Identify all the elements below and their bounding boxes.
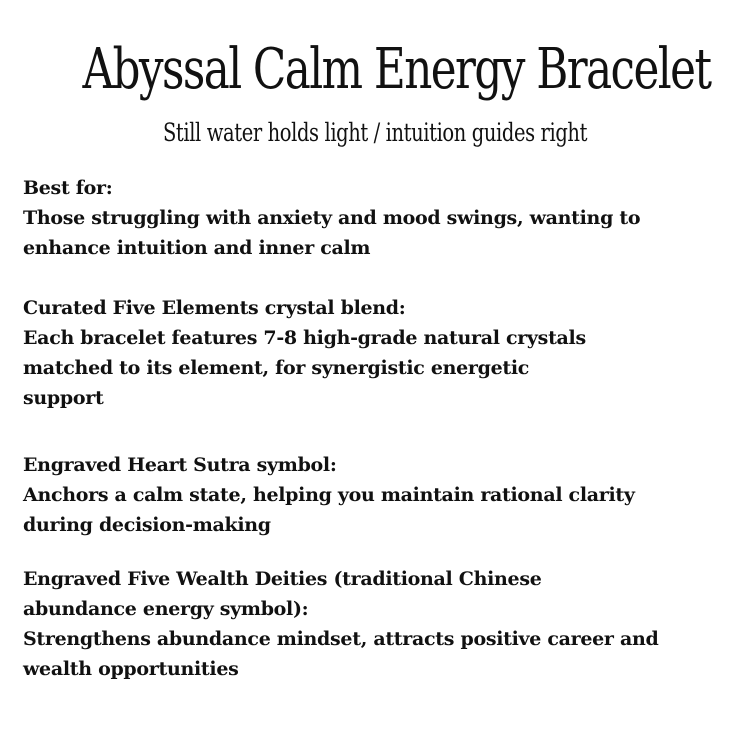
section-heading: Engraved Heart Sutra symbol: xyxy=(23,454,337,476)
section-best-for xyxy=(23,173,733,263)
section-crystal-blend xyxy=(23,293,733,413)
section-heading: Engraved Five Wealth Deities (traditional Chinese xyxy=(23,568,542,590)
page-title: Abyssal Calm Energy Bracelet xyxy=(82,37,711,102)
section-text-line: during decision-making xyxy=(23,514,271,536)
section-wealth-deities xyxy=(23,564,733,684)
section-text-line: Anchors a calm state, helping you maintain rational clarity xyxy=(23,484,635,506)
section-text-line: enhance intuition and inner calm xyxy=(23,237,371,259)
section-text-line: Those struggling with anxiety and mood swings, wanting to xyxy=(23,207,641,229)
section-heading: Curated Five Elements crystal blend: xyxy=(23,297,406,319)
section-text-line: wealth opportunities xyxy=(23,658,239,680)
section-heart-sutra xyxy=(23,450,733,540)
page-subtitle: Still water holds light / intuition guides right xyxy=(162,118,588,147)
section-text-line: matched to its element, for synergistic energetic xyxy=(23,357,530,379)
section-text-line: Strengthens abundance mindset, attracts positive career and xyxy=(23,628,659,650)
section-heading: Best for: xyxy=(23,177,113,199)
section-text-line: Each bracelet features 7-8 high-grade natural crystals xyxy=(23,327,586,349)
section-text-line: support xyxy=(23,387,104,409)
section-heading: abundance energy symbol): xyxy=(23,598,309,620)
